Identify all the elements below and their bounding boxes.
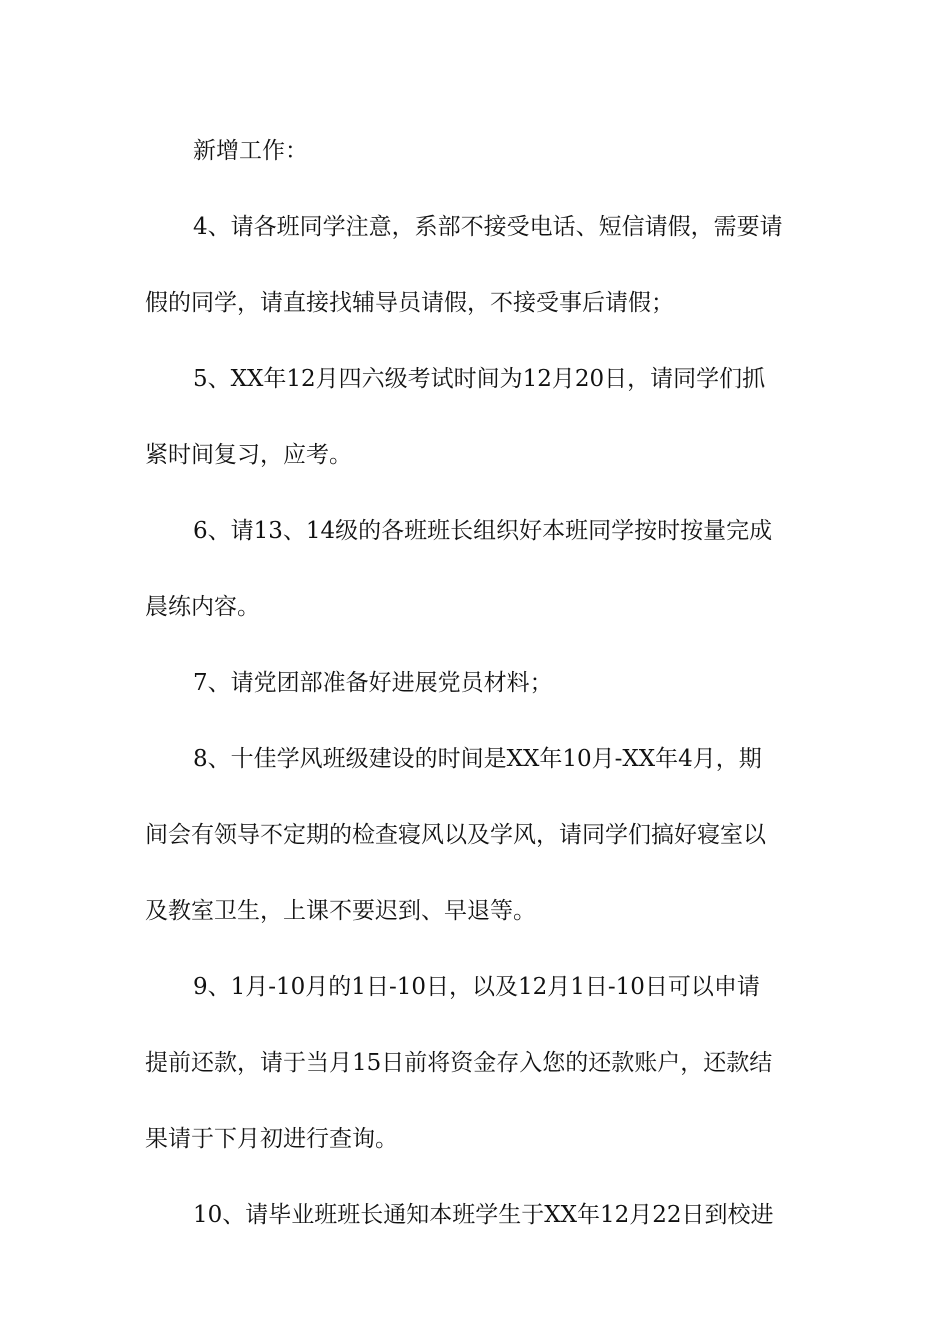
- paragraph-line: 5、XX年12月四六级考试时间为12月20日，请同学们抓: [193, 366, 766, 392]
- paragraph-line: 果请于下月初进行查询。: [145, 1126, 398, 1152]
- document-body: [145, 132, 810, 1272]
- paragraph-line: 紧时间复习，应考。: [145, 442, 352, 468]
- paragraph-line: 7、请党团部准备好进展党员材料；: [193, 670, 553, 696]
- paragraph-line: 提前还款，请于当月15日前将资金存入您的还款账户，还款结: [145, 1050, 773, 1076]
- paragraph-line: 9、1月-10月的1日-10日，以及12月1日-10日可以申请: [193, 974, 760, 1000]
- paragraph-line: 假的同学，请直接找辅导员请假，不接受事后请假；: [145, 290, 674, 316]
- section-heading: 新增工作：: [193, 138, 308, 164]
- paragraph-line: 晨练内容。: [145, 594, 260, 620]
- paragraph-line: 间会有领导不定期的检查寝风以及学风，请同学们搞好寝室以: [145, 822, 766, 848]
- paragraph-line: 6、请13、14级的各班班长组织好本班同学按时按量完成: [193, 518, 773, 544]
- paragraph-line: 10、请毕业班班长通知本班学生于XX年12月22日到校进: [193, 1202, 774, 1228]
- paragraph-line: 4、请各班同学注意，系部不接受电话、短信请假，需要请: [193, 214, 783, 240]
- paragraph-line: 8、十佳学风班级建设的时间是XX年10月-XX年4月，期: [193, 746, 762, 772]
- paragraph-line: 及教室卫生，上课不要迟到、早退等。: [145, 898, 536, 924]
